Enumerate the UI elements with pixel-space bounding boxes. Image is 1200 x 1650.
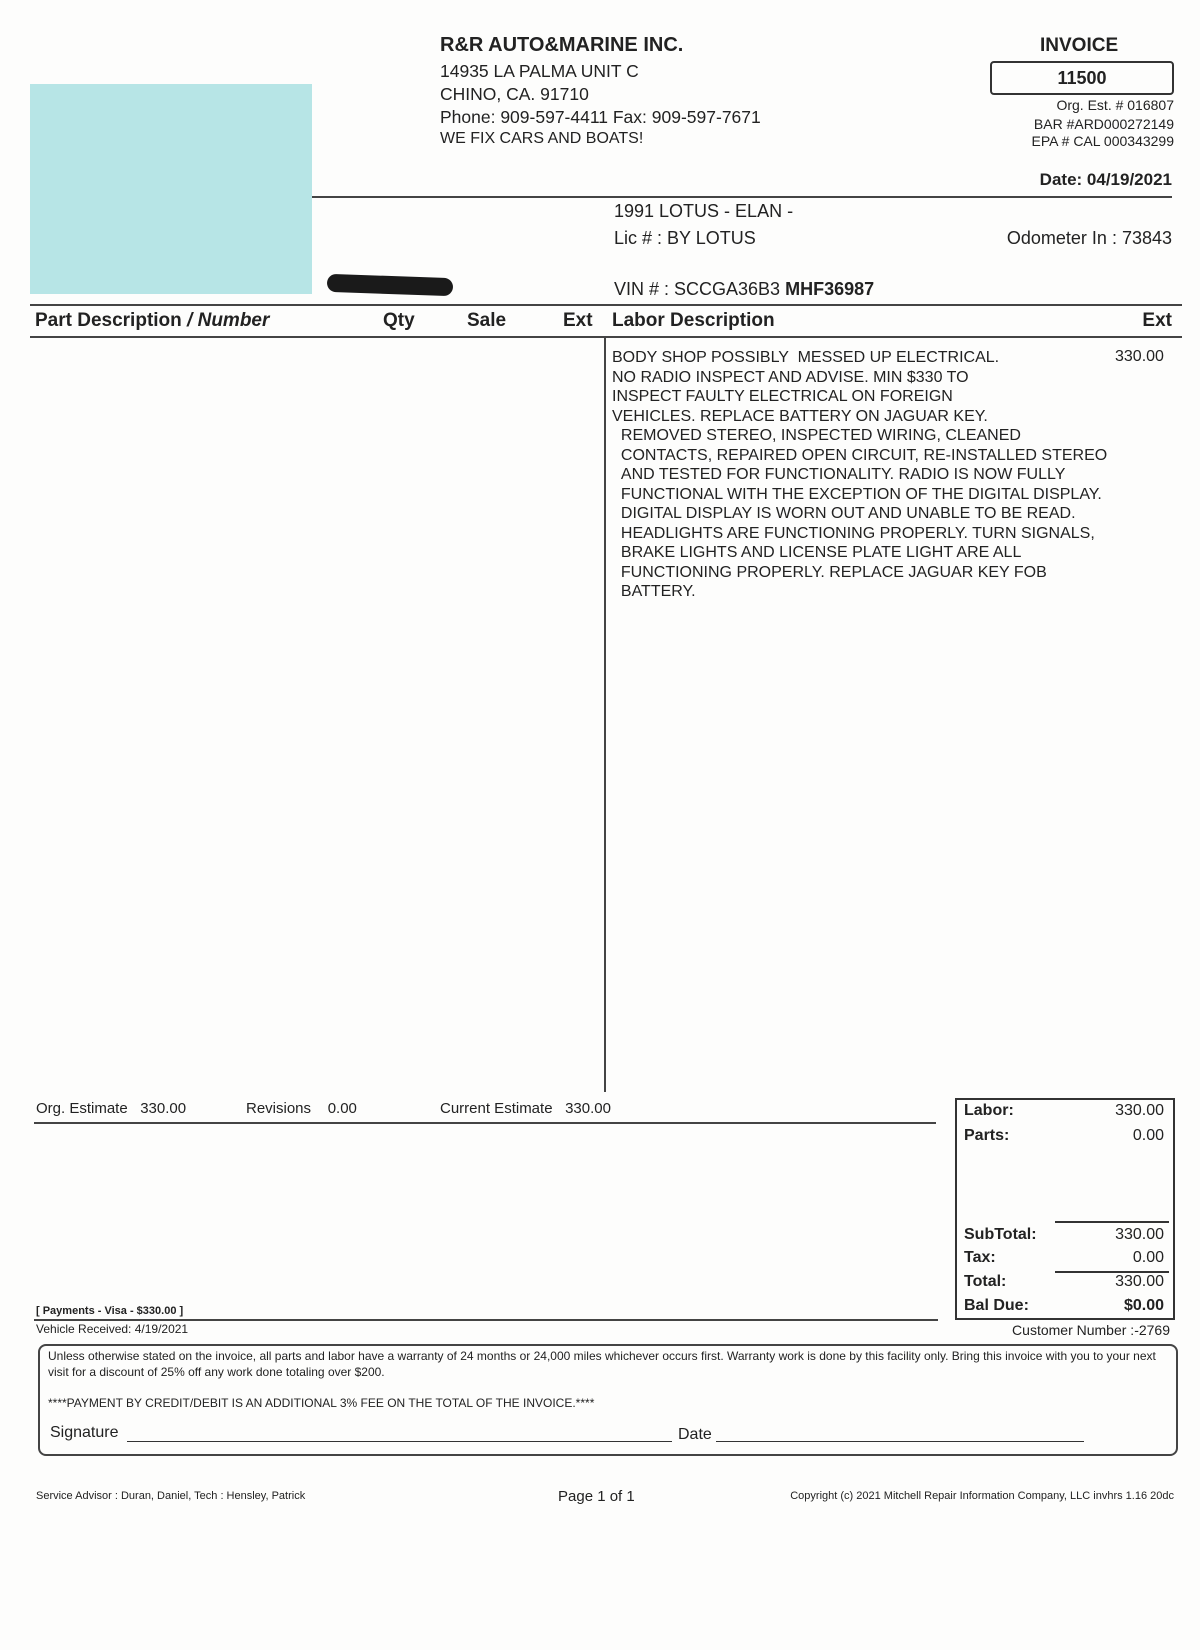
parts-labor-separator [604,338,606,1092]
total-value: 330.00 [1115,1273,1164,1290]
estimate-rule [34,1122,936,1124]
current-estimate-label: Current Estimate [440,1100,553,1117]
date-label: Date [678,1426,712,1443]
labor-description: BODY SHOP POSSIBLY MESSED UP ELECTRICAL. NO RADIO INSPECT AND ADVISE. MIN $330 TO INSPECT FAULTY ELECTRICAL ON FOREIGN VEHICLES. REPLACE BATTERY ON JAGUAR KEY. REMOVED STEREO, INSPECTED WIRING, CLEANED CONTACTS, REPAIRED OPEN CIRCUIT, RE-INSTALLED STEREO AND TESTED FOR FUNCTIONALITY. RADIO IS NOW FULLY FUNCTIONAL WITH THE EXCEPTION OF THE DIGITAL DISPLAY. DIGITAL DISPLAY IS WORN OUT AND UNABLE TO BE READ. HEADLIGHTS ARE FUNCTIONING PROPERLY. TURN SIGNALS, BRAKE LIGHTS AND LICENSE PLATE LIGHT ARE ALL FUNCTIONING PROPERLY. REPLACE JAGUAR KEY FOB BATTERY. [612,349,1108,600]
payments-rule [34,1319,938,1321]
invoice-title: INVOICE [1040,35,1119,56]
org-estimate [36,1100,186,1117]
total-label: Total: [964,1273,1007,1290]
invoice-number: 11500 [990,61,1174,95]
vin-prefix: VIN # : SCCGA36B3 [614,279,781,299]
bal-due-label: Bal Due: [964,1297,1029,1314]
vin-number [614,279,874,300]
payment-fee-notice: ****PAYMENT BY CREDIT/DEBIT IS AN ADDITIONAL 3% FEE ON THE TOTAL OF THE INVOICE.**** [48,1396,595,1410]
signature-label: Signature [50,1424,119,1441]
date-line [716,1441,1084,1442]
col-sale: Sale [467,310,507,331]
col-part-description-label: Part Description [35,310,182,331]
parts-total-label: Parts: [964,1127,1010,1144]
tax-label: Tax: [964,1249,996,1266]
subtotal-rule [1055,1221,1169,1223]
column-header-top-rule [30,304,1182,306]
warranty-text: Unless otherwise stated on the invoice, all parts and labor have a warranty of 24 months or 24,000 miles whichever occurs first. Warranty work is done by this facility only. Bring this invoice with you to your next visit for a discount of 25% off any work done totaling over $200. [48,1349,1156,1379]
current-estimate-value: 330.00 [565,1100,611,1117]
odometer-in: Odometer In : 73843 [1006,228,1172,248]
shop-address: 14935 LA PALMA UNIT C [440,61,639,81]
labor-total-value: 330.00 [1115,1102,1164,1119]
col-number-label: / Number [187,310,270,331]
shop-city: CHINO, CA. 91710 [440,84,589,104]
staff-info: Service Advisor : Duran, Daniel, Tech : Hensley, Patrick [36,1490,306,1502]
col-part-description [35,310,269,332]
column-header-bottom-rule [30,336,1182,338]
header-divider [312,196,1172,198]
current-estimate [440,1100,611,1117]
subtotal-value: 330.00 [1115,1226,1164,1243]
redacted-phone [327,274,454,296]
shop-phone-fax: Phone: 909-597-4411 Fax: 909-597-7671 [440,107,761,127]
vehicle-received: Vehicle Received: 4/19/2021 [36,1322,189,1336]
col-labor-ext: Ext [1142,310,1172,331]
vin-suffix: MHF36987 [785,279,875,299]
customer-number: Customer Number :-2769 [1012,1322,1170,1338]
org-estimate-label: Org. Estimate [36,1100,128,1117]
org-estimate-value: 330.00 [140,1100,187,1117]
parts-total-value: 0.00 [1132,1127,1164,1144]
copyright: Copyright (c) 2021 Mitchell Repair Information Company, LLC invhrs 1.16 20dc [790,1490,1174,1502]
subtotal-label: SubTotal: [964,1226,1037,1243]
bal-due-value: $0.00 [1123,1297,1164,1314]
org-est-number: Org. Est. # 016807 [1056,97,1174,113]
bar-number: BAR #ARD000272149 [1033,116,1174,132]
vehicle-license: Lic # : BY LOTUS [614,228,756,248]
page-number: Page 1 of 1 [558,1488,635,1505]
epa-number: EPA # CAL 000343299 [1031,133,1174,149]
shop-name: R&R AUTO&MARINE INC. [440,34,684,56]
labor-total-label: Labor: [964,1102,1014,1119]
signature-line [127,1441,672,1442]
col-labor-description: Labor Description [612,310,775,331]
invoice-date: Date: 04/19/2021 [1039,170,1172,189]
shop-slogan: WE FIX CARS AND BOATS! [440,130,644,147]
vehicle-description: 1991 LOTUS - ELAN - [614,201,794,221]
tax-value: 0.00 [1132,1249,1164,1266]
revisions-value: 0.00 [327,1100,357,1117]
col-ext: Ext [563,310,593,331]
payments-line: [ Payments - Visa - $330.00 ] [36,1305,184,1317]
labor-ext-value: 330.00 [1115,348,1164,365]
sticky-note-redaction [30,84,312,294]
revisions [246,1100,357,1117]
col-qty: Qty [383,310,415,331]
revisions-label: Revisions [246,1100,312,1117]
